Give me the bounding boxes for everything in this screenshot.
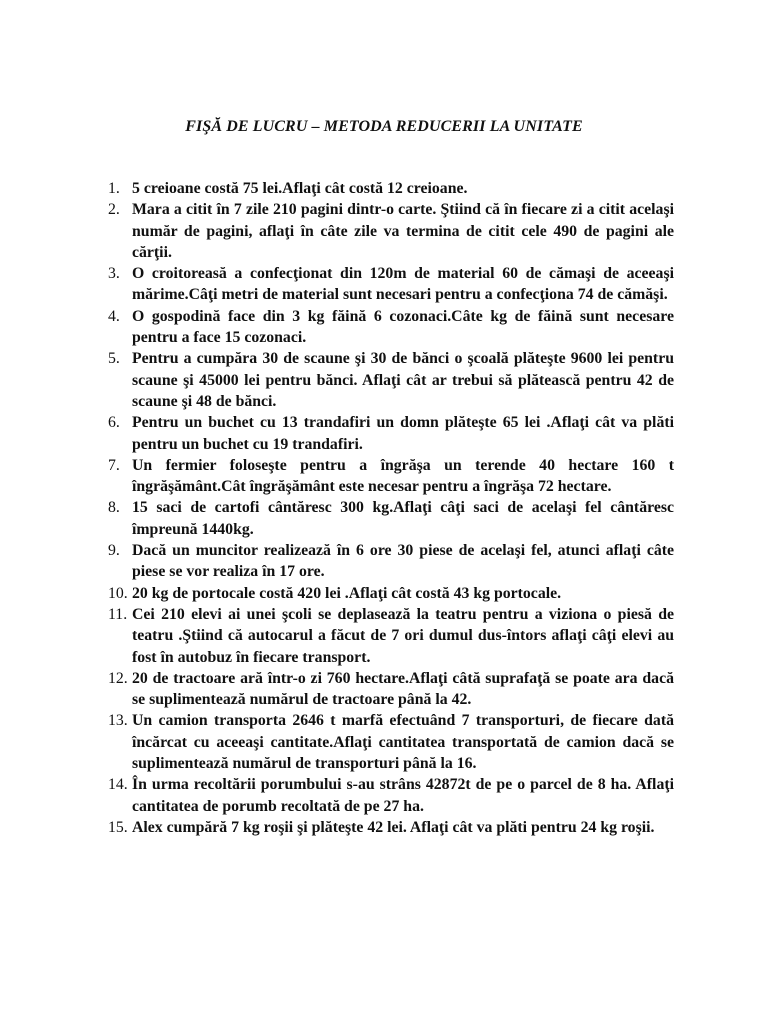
problem-item [108, 668, 674, 711]
worksheet-title: FIŞĂ DE LUCRU – METODA REDUCERII LA UNITATE [185, 118, 583, 135]
problem-text: Pentru a cumpăra 30 de scaune şi 30 de bănci o şcoală plăteşte 9600 lei pentru scaune şi 45000 lei pentru bănci. Aflaţi cât ar trebui să plătească pentru 42 de scaune şi 48 de bănci. [132, 350, 674, 410]
problem-item [108, 178, 674, 199]
problem-number: 10. [108, 584, 128, 602]
problem-number: 7. [108, 456, 120, 474]
problem-item [108, 583, 674, 604]
problem-text: Alex cumpără 7 kg roşii şi plăteşte 42 lei. Aflaţi cât va plăti pentru 24 kg roşii. [132, 818, 655, 836]
problem-number: 5. [108, 350, 120, 368]
problem-list [108, 178, 674, 838]
problem-item [108, 199, 674, 263]
problem-item [108, 348, 674, 412]
problem-number: 12. [108, 669, 128, 687]
problem-text: Un fermier foloseşte pentru a îngrăşa un terende 40 hectare 160 t îngrăşământ.Cât îngrăşământ este necesar pentru a îngrăşa 72 hectare. [132, 456, 674, 496]
problem-text: Pentru un buchet cu 13 trandafiri un domn plăteşte 65 lei .Aflaţi cât va plăti pentru un buchet cu 19 trandafiri. [132, 414, 674, 453]
problem-item [108, 774, 674, 817]
problem-item [108, 497, 674, 540]
problem-text: Mara a citit în 7 zile 210 pagini dintr-o carte. Ştiind că în fiecare zi a citit acelaşi număr de pagini, aflaţi în câte zile va termina de citit cele 490 de pagini ale cărţii. [132, 201, 674, 261]
problem-text: Dacă un muncitor realizează în 6 ore 30 piese de acelaşi fel, atunci aflaţi câte piese se vor realiza în 17 ore. [132, 542, 674, 581]
problem-text: O croitoreasă a confecţionat din 120m de material 60 de cămaşi de aceeaşi mărime.Câţi metri de material sunt necesari pentru a confecţiona 74 de cămăşi. [132, 265, 674, 304]
problem-text: O gospodină face din 3 kg făină 6 cozonaci.Câte kg de făină sunt necesare pentru a face 15 cozonaci. [132, 307, 674, 347]
problem-number: 14. [108, 776, 128, 794]
problem-item [108, 263, 674, 306]
problem-number: 3. [108, 265, 120, 283]
problem-number: 15. [108, 818, 128, 836]
problem-number: 4. [108, 307, 120, 325]
problem-item [108, 306, 674, 349]
problem-number: 11. [108, 605, 128, 623]
problem-number: 6. [108, 414, 120, 432]
problem-text: În urma recoltării porumbului s-au strâns 42872t de pe o parcel de 8 ha. Aflaţi cantitatea de porumb recoltată de pe 27 ha. [132, 776, 674, 815]
problem-text: 20 kg de portocale costă 420 lei .Aflaţi cât costă 43 kg portocale. [132, 584, 562, 602]
problem-item [108, 412, 674, 455]
problem-number: 1. [108, 180, 120, 197]
problem-text: 20 de tractoare ară într-o zi 760 hectare.Aflaţi câtă suprafaţă se poate ara dacă se suplimentează numărul de tractoare până la 42. [132, 669, 674, 709]
problem-text: Cei 210 elevi ai unei şcoli se deplasează la teatru pentru a viziona o piesă de teatru .Ştiind că autocarul a făcut de 7 ori dumul dus-întors aflaţi câţi elevi au fost în autobuz în fiecare transport. [132, 605, 674, 666]
problem-item [108, 710, 674, 774]
problem-number: 2. [108, 201, 120, 219]
problem-text: 5 creioane costă 75 lei.Aflaţi cât costă 12 creioane. [132, 180, 468, 197]
problem-number: 8. [108, 499, 120, 517]
problem-item [108, 455, 674, 498]
problem-text: Un camion transporta 2646 t marfă efectuând 7 transporturi, de fiecare dată încărcat cu aceeaşi cantitate.Aflaţi cantitatea transportată de camion dacă se suplimentează numărul de transporturi până la 16. [132, 712, 674, 773]
problem-item [108, 540, 674, 583]
problem-item [108, 604, 674, 668]
problem-text: 15 saci de cartofi cântăresc 300 kg.Aflaţi câţi saci de acelaşi fel cântăresc împreună 1440kg. [132, 499, 674, 538]
problem-number: 13. [108, 712, 128, 730]
problem-number: 9. [108, 542, 120, 560]
problem-item [108, 817, 674, 838]
